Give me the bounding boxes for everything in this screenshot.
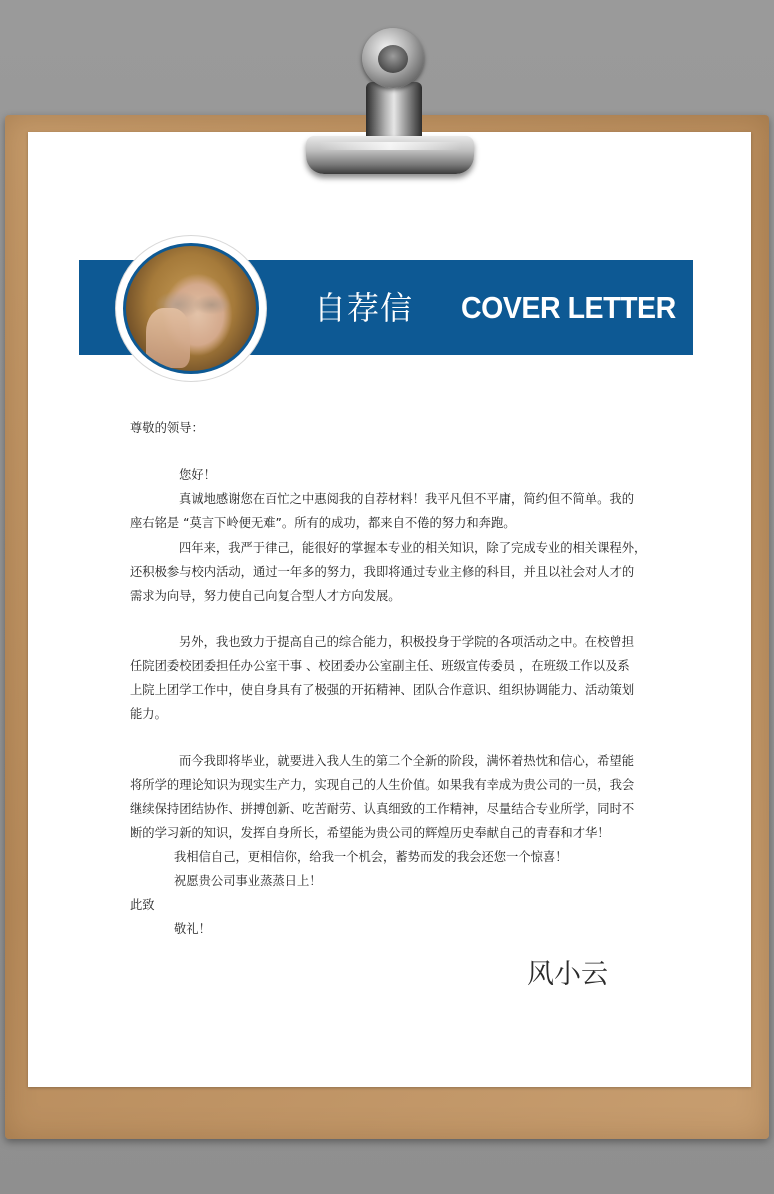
closing-regards: 敬礼！ <box>174 922 211 936</box>
paragraph-line: 座右铭是 “莫言下岭便无难”。所有的成功，都来自不倦的努力和奔跑。 <box>130 516 516 530</box>
wish-line: 祝愿贵公司事业蒸蒸日上！ <box>174 874 322 888</box>
greeting: 您好！ <box>179 468 216 482</box>
salutation: 尊敬的领导： <box>130 421 204 435</box>
binder-clip-neck <box>366 82 422 140</box>
paragraph-line: 而今我即将毕业，就要进入我人生的第二个全新的阶段，满怀着热忱和信心，希望能 <box>179 754 634 768</box>
paragraph-line: 需求为向导，努力使自己向复合型人才方向发展。 <box>130 589 401 603</box>
paragraph-line: 还积极参与校内活动，通过一年多的努力，我即将通过专业主修的科目，并且以社会对人才的 <box>130 565 635 579</box>
signature-name: 风小云 <box>527 959 608 990</box>
closing-salute: 此致 <box>130 898 155 912</box>
avatar-photo <box>123 243 259 374</box>
paragraph-line: 断的学习新的知识，发挥自身所长，希望能为贵公司的辉煌历史奉献自己的青春和才华！ <box>130 826 610 840</box>
paragraph-line: 真诚地感谢您在百忙之中惠阅我的自荐材料！我平凡但不平庸，简约但不简单。我的 <box>179 492 634 506</box>
title-english: COVER LETTER <box>461 290 676 325</box>
title-chinese: 自荐信 <box>314 289 414 327</box>
paragraph-4 <box>130 749 642 845</box>
paragraph-line: 能力。 <box>130 707 167 721</box>
paragraph-line: 将所学的理论知识为现实生产力，实现自己的人生价值。如果我有幸成为贵公司的一员，我会 <box>130 778 635 792</box>
paragraph-3 <box>130 630 642 726</box>
trust-line: 我相信自己，更相信你，给我一个机会，蓄势而发的我会还您一个惊喜！ <box>174 850 568 864</box>
avatar-hand-shape <box>146 308 190 368</box>
binder-clip-hole <box>378 45 408 73</box>
paragraph-line: 上院上团学工作中，使自身具有了极强的开拓精神、团队合作意识、组织协调能力、活动策划 <box>130 683 635 697</box>
paragraph-2 <box>130 536 647 608</box>
paragraph-line: 四年来，我严于律己，能很好的掌握本专业的相关知识，除了完成专业的相关课程外， <box>179 541 647 555</box>
paragraph-1 <box>130 487 642 535</box>
binder-clip-shine <box>318 142 462 150</box>
paragraph-line: 另外，我也致力于提高自己的综合能力，积极投身于学院的各项活动之中。在校曾担 <box>179 635 634 649</box>
paragraph-line: 任院团委校团委担任办公室干事 、校团委办公室副主任、班级宣传委员 ，在班级工作以及系 <box>130 659 630 673</box>
paragraph-line: 继续保持团结协作、拼搏创新、吃苦耐劳、认真细致的工作精神，尽量结合专业所学，同时不 <box>130 802 635 816</box>
